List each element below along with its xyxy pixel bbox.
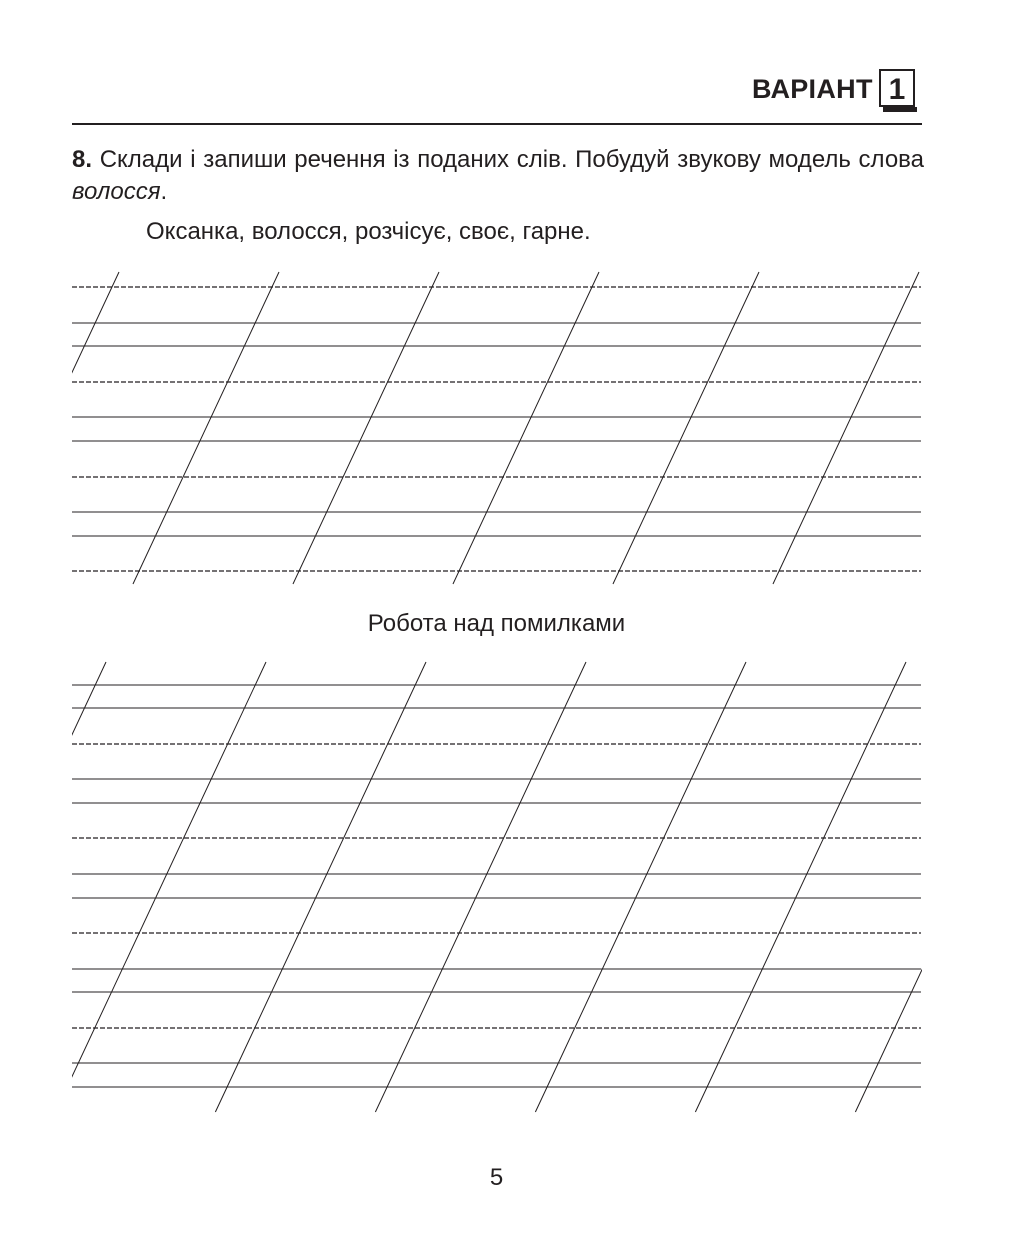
writing-block-1[interactable] (0, 272, 1034, 584)
slant-line (535, 662, 746, 1112)
slant-line (855, 662, 1034, 1112)
slant-line (0, 662, 106, 1112)
variant-label: ВАРІАНТ (752, 74, 873, 104)
slant-line (933, 272, 1034, 584)
task-instruction: Склади і запиши речення із поданих слів. Побудуй звукову модель слова (99, 146, 924, 173)
slant-line (55, 662, 266, 1112)
task-number: 8. (72, 146, 93, 173)
word-list: Оксанка, волосся, розчісує, своє, гарне. (146, 218, 591, 245)
slant-line (0, 272, 119, 584)
slant-line (613, 272, 759, 584)
variant-number: 1 (879, 69, 915, 107)
page-number: 5 (489, 1164, 504, 1191)
slant-line (453, 272, 599, 584)
task-italic-word: волосся (72, 178, 161, 205)
writing-block-2[interactable] (0, 662, 1034, 1112)
slant-line (215, 662, 426, 1112)
slant-line (293, 272, 439, 584)
slant-line (695, 662, 906, 1112)
section-title-corrections: Робота над помилками (367, 610, 626, 637)
slant-line (773, 272, 919, 584)
slant-line (375, 662, 586, 1112)
slant-line (133, 272, 279, 584)
task-end: . (160, 178, 168, 205)
